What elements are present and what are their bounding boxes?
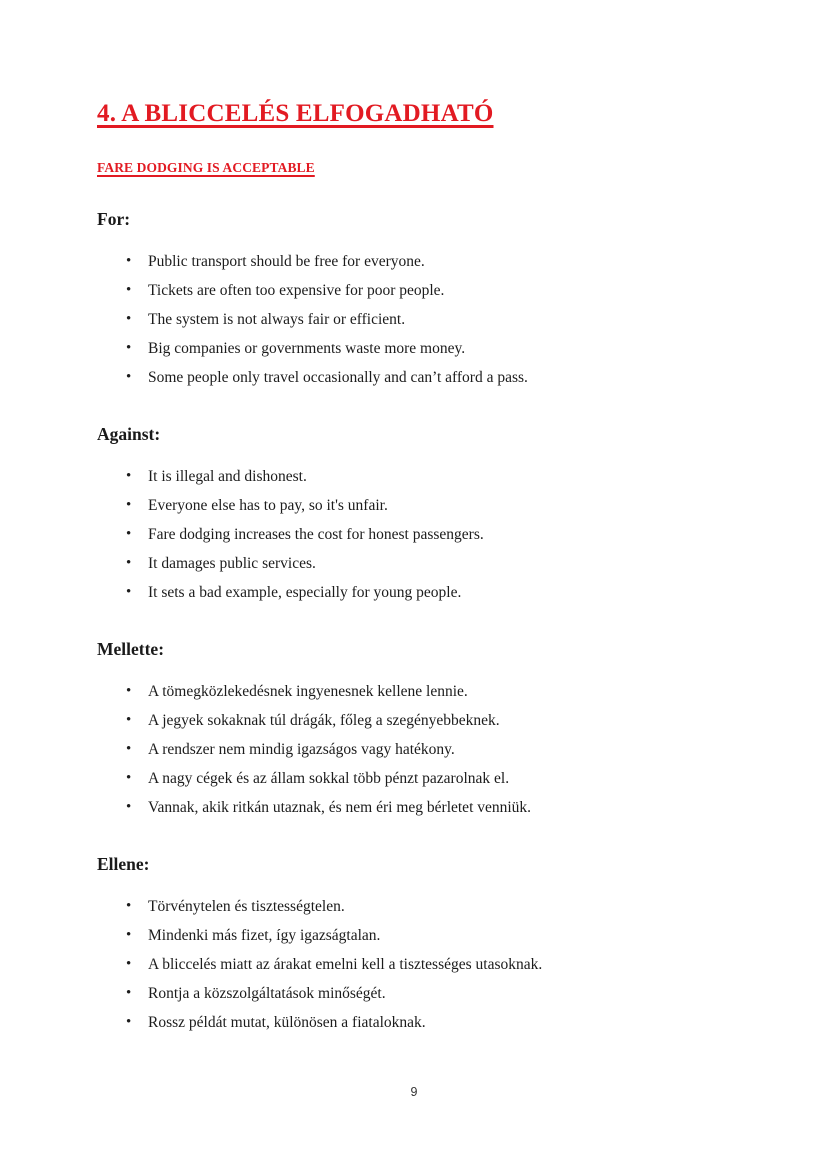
list-item [97, 578, 737, 607]
bullet-list-for [97, 230, 737, 392]
bullet-icon: • [126, 741, 132, 757]
list-item-text: Törvénytelen és tisztességtelen. [148, 898, 345, 915]
list-item [97, 462, 737, 491]
bullet-icon: • [126, 927, 132, 943]
list-item-text: Some people only travel occasionally and can’t afford a pass. [148, 369, 528, 386]
list-item-text: Tickets are often too expensive for poor people. [148, 282, 445, 299]
section-heading-mellette: Mellette: [97, 639, 165, 659]
bullet-icon: • [126, 956, 132, 972]
list-item-text: Fare dodging increases the cost for honest passengers. [148, 526, 484, 543]
list-item-text: Everyone else has to pay, so it's unfair. [148, 497, 388, 514]
bullet-icon: • [126, 1014, 132, 1030]
list-item-text: It damages public services. [148, 555, 316, 572]
list-item [97, 276, 737, 305]
bullet-icon: • [126, 712, 132, 728]
bullet-icon: • [126, 497, 132, 513]
bullet-list-against [97, 445, 737, 607]
list-item [97, 363, 737, 392]
list-item [97, 520, 737, 549]
bullet-icon: • [126, 468, 132, 484]
list-item [97, 950, 737, 979]
bullet-icon: • [126, 985, 132, 1001]
list-item [97, 305, 737, 334]
list-item [97, 247, 737, 276]
bullet-icon: • [126, 799, 132, 815]
list-item-text: A rendszer nem mindig igazságos vagy hatékony. [148, 741, 455, 758]
list-item-text: Rontja a közszolgáltatások minőségét. [148, 985, 386, 1002]
list-item [97, 677, 737, 706]
bullet-icon: • [126, 584, 132, 600]
bullet-icon: • [126, 253, 132, 269]
list-item [97, 921, 737, 950]
list-item [97, 334, 737, 363]
list-item-text: Rossz példát mutat, különösen a fiataloknak. [148, 1014, 426, 1031]
document-content [97, 0, 737, 1037]
list-item-text: It is illegal and dishonest. [148, 468, 307, 485]
list-item [97, 491, 737, 520]
list-item-text: It sets a bad example, especially for young people. [148, 584, 462, 601]
list-item-text: Big companies or governments waste more money. [148, 340, 466, 357]
page-number: 9 [410, 1085, 418, 1099]
list-item [97, 1008, 737, 1037]
bullet-icon: • [126, 340, 132, 356]
section-heading-ellene: Ellene: [97, 854, 150, 874]
page-title: 4. A BLICCELÉS ELFOGADHATÓ [97, 100, 494, 127]
list-item [97, 706, 737, 735]
list-item-text: A nagy cégek és az állam sokkal több pénzt pazarolnak el. [148, 770, 510, 787]
list-item-text: A jegyek sokaknak túl drágák, főleg a szegényebbeknek. [148, 712, 500, 729]
list-item [97, 793, 737, 822]
list-item [97, 892, 737, 921]
bullet-list-ellene [97, 875, 737, 1037]
list-item-text: Mindenki más fizet, így igazságtalan. [148, 927, 381, 944]
list-item-text: The system is not always fair or efficient. [148, 311, 406, 328]
list-item [97, 549, 737, 578]
list-item [97, 764, 737, 793]
list-item [97, 979, 737, 1008]
bullet-icon: • [126, 770, 132, 786]
list-item-text: A bliccelés miatt az árakat emelni kell a tisztességes utasoknak. [148, 956, 543, 973]
bullet-list-mellette [97, 660, 737, 822]
section-heading-against: Against: [97, 424, 161, 444]
list-item-text: Public transport should be free for everyone. [148, 253, 425, 270]
list-item-text: Vannak, akik ritkán utaznak, és nem éri meg bérletet venniük. [148, 799, 532, 816]
bullet-icon: • [126, 311, 132, 327]
bullet-icon: • [126, 282, 132, 298]
bullet-icon: • [126, 555, 132, 571]
bullet-icon: • [126, 526, 132, 542]
bullet-icon: • [126, 369, 132, 385]
list-item-text: A tömegközlekedésnek ingyenesnek kellene lennie. [148, 683, 468, 700]
section-heading-for: For: [97, 209, 131, 229]
list-item [97, 735, 737, 764]
bullet-icon: • [126, 898, 132, 914]
page-subtitle: FARE DODGING IS ACCEPTABLE [97, 160, 315, 175]
bullet-icon: • [126, 683, 132, 699]
